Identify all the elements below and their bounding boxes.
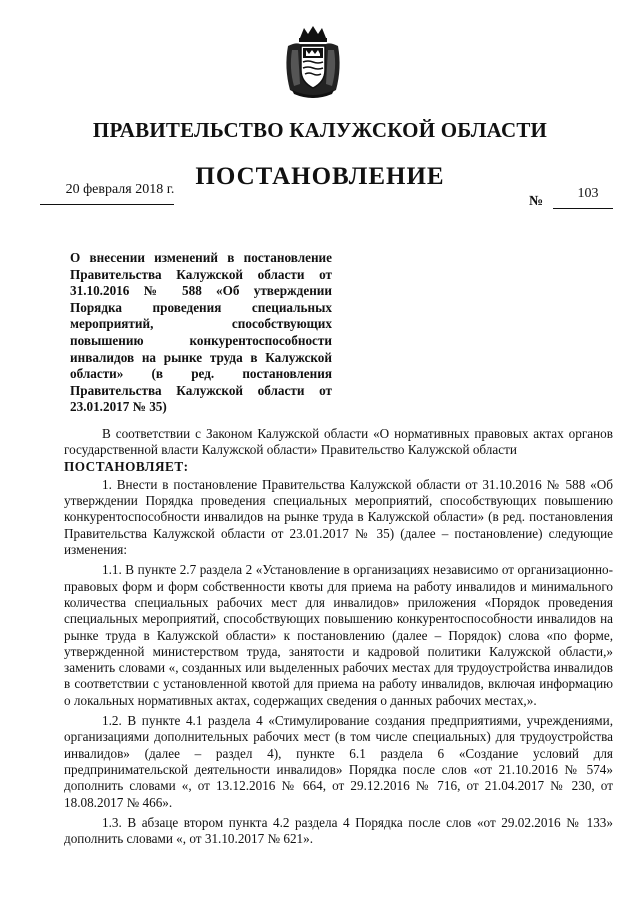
document-date: 20 февраля 2018 г. [65, 182, 175, 197]
clause-1-3: 1.3. В абзаце втором пункта 4.2 раздела 4 Порядка после слов «от 29.02.2016 № 133» дополнить словами «, от 31.10.2017 № 621». [64, 814, 613, 847]
document-subject: О внесении изменений в постановление Правительства Калужской области от 31.10.2016 № 588 «Об утверждении Порядка проведения специальных мероприятий, способствующих повышению конкурентоспособности инвалидов на рынке труда в Калужской области» (в ред. постановления Правительства Калужской области от 23.01.2017 № 35) [70, 250, 332, 415]
number-underline [553, 208, 613, 209]
document-number: 103 [577, 186, 599, 201]
organization-title: ПРАВИТЕЛЬСТВО КАЛУЖСКОЙ ОБЛАСТИ [92, 118, 548, 142]
document-body [64, 426, 613, 851]
document-type-title: ПОСТАНОВЛЕНИЕ [195, 163, 445, 190]
clause-1-1: 1.1. В пункте 2.7 раздела 2 «Установление в организациях независимо от организационно-правовых форм и форм собственности квоты для приема на работу инвалидов и минимального количества специальных рабочих мест для инвалидов» приложения «Порядок проведения специальных мероприятий, способствующих повышению конкурентоспособности инвалидов на рынке труда в Калужской области» к постановлению (далее – Порядок) слова «по форме, утвержденной министерством труда, занятости и кадровой политики Калужской области,» заменить словами «, созданных или выделенных рабочих местах для трудоустройства инвалидов в соответствии с установленной квотой для приема на работу инвалидов, включая информацию о локальных нормативных актах, содержащих сведения о данных рабочих местах,». [64, 562, 613, 708]
clause-1-2: 1.2. В пункте 4.1 раздела 4 «Стимулирование создания предприятиями, учреждениями, организациями дополнительных рабочих мест (в том числе специальных) для трудоустройства инвалидов» (далее – раздел 4), пункте 6.1 раздела 6 «Создание условий для предпринимательской деятельности инвалидов» Порядка после слов «от 21.10.2016 № 574» дополнить словами «, от 13.12.2016 № 664, от 29.12.2016 № 716, от 21.04.2017 № 230, от 18.08.2017 № 466». [64, 713, 613, 810]
clause-1: 1. Внести в постановление Правительства Калужской области от 31.10.2016 № 588 «Об утверждении Порядка проведения специальных мероприятий, способствующих повышению конкурентоспособности инвалидов на рынке труда в Калужской области» (в ред. постановления Правительства Калужской области от 23.01.2017 № 35) (далее – постановление) следующие изменения: [64, 476, 613, 558]
decree-word: ПОСТАНОВЛЯЕТ: [64, 458, 189, 474]
date-underline [40, 204, 174, 205]
preamble-text: В соответствии с Законом Калужской области «О нормативных правовых актах органов государственной власти Калужской области» Правительство Калужской области [64, 426, 613, 458]
kaluga-coat-of-arms-icon [282, 24, 344, 100]
number-sign: № [529, 194, 544, 209]
preamble-paragraph [64, 426, 613, 475]
